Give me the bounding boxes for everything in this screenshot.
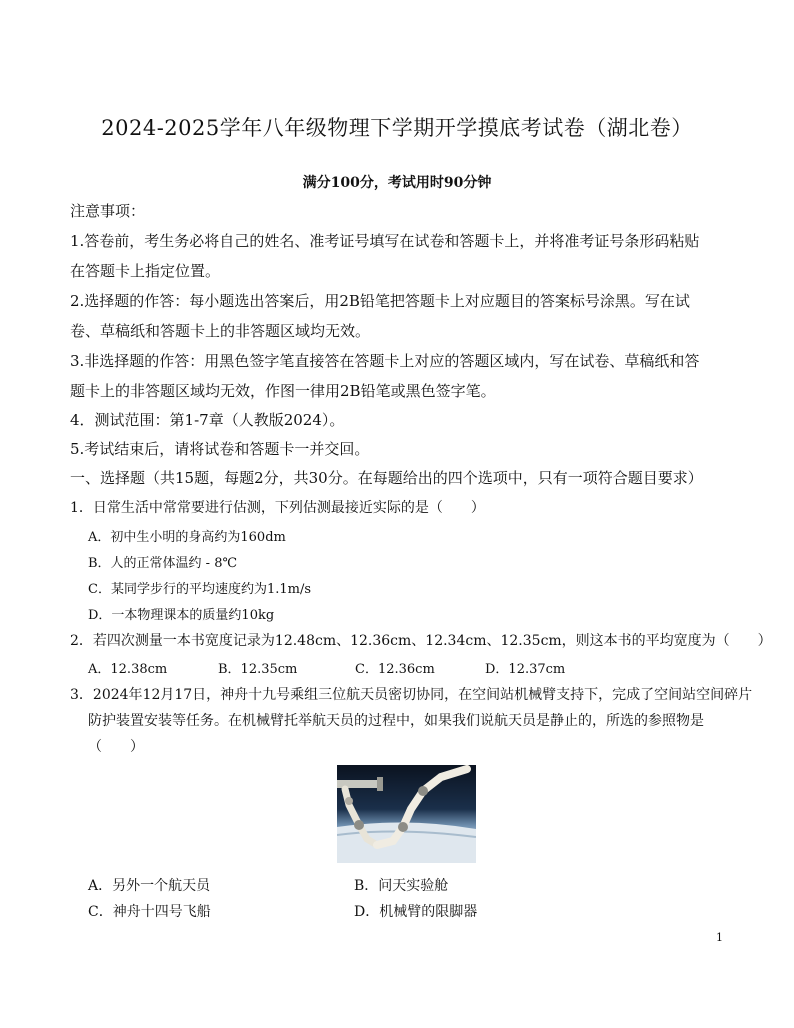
question-3-option-a: A．另外一个航天员 (88, 878, 211, 894)
question-3-stem-line-2: 防护装置安装等任务。在机械臂托举航天员的过程中，如果我们说航天员是静止的，所选的参照物是 (88, 713, 704, 729)
notice-item-1-line-1: 1.答卷前，考生务必将自己的姓名、准考证号填写在试卷和答题卡上，并将准考证号条形码粘贴 (70, 232, 700, 250)
question-2-option-b: B．12.35cm (218, 662, 298, 677)
question-3-option-b: B．问天实验舱 (354, 878, 449, 894)
notice-item-1-line-2: 在答题卡上指定位置。 (70, 262, 221, 280)
question-3-option-d: D．机械臂的限脚器 (354, 904, 478, 920)
question-2-option-c: C．12.36cm (355, 662, 435, 677)
question-1-option-c: C．某同学步行的平均速度约为1.1m/s (88, 582, 311, 597)
space-station-robotic-arm-image (337, 765, 476, 863)
question-1-option-a: A．初中生小明的身高约为160dm (88, 530, 286, 545)
question-3-option-c: C．神舟十四号飞船 (88, 904, 211, 920)
notice-item-5: 5.考试结束后，请将试卷和答题卡一并交回。 (70, 440, 370, 458)
section-heading-choice: 一、选择题（共15题，每题2分，共30分。在每题给出的四个选项中，只有一项符合题目要求） (70, 469, 703, 487)
notice-item-3-line-1: 3.非选择题的作答：用黑色签字笔直接答在答题卡上对应的答题区域内，写在试卷、草稿纸和答 (70, 352, 700, 370)
exam-title: 2024-2025学年八年级物理下学期开学摸底考试卷（湖北卷） (101, 116, 693, 140)
question-1-stem: 1．日常生活中常常要进行估测，下列估测最接近实际的是（ ） (70, 500, 485, 516)
robotic-arm-illustration (337, 765, 476, 863)
question-1-option-d: D．一本物理课本的质量约10kg (88, 608, 275, 623)
notice-item-4: 4．测试范围：第1-7章（人教版2024）。 (70, 411, 345, 429)
question-2-stem: 2．若四次测量一本书宽度记录为12.48cm、12.36cm、12.34cm、12.35cm，则这本书的平均宽度为（ ） (70, 633, 772, 649)
exam-subtitle: 满分100分，考试用时90分钟 (302, 175, 492, 191)
notice-item-2-line-2: 卷、草稿纸和答题卡上的非答题区域均无效。 (70, 322, 371, 340)
notice-item-3-line-2: 题卡上的非答题区域均无效，作图一律用2B铅笔或黑色签字笔。 (70, 382, 496, 400)
question-1-option-b: B．人的正常体温约 - 8℃ (88, 556, 238, 571)
notice-item-2-line-1: 2.选择题的作答：每小题选出答案后，用2B铅笔把答题卡上对应题目的答案标号涂黑。写在试 (70, 292, 690, 310)
notice-heading: 注意事项： (70, 202, 146, 220)
question-2-option-d: D．12.37cm (485, 662, 566, 677)
question-3-stem-line-1: 3．2024年12月17日，神舟十九号乘组三位航天员密切协同，在空间站机械臂支持下，完成了空间站空间碎片 (70, 687, 753, 703)
page-number: 1 (716, 931, 723, 944)
question-3-stem-line-3: （ ） (88, 739, 144, 755)
question-2-option-a: A．12.38cm (88, 662, 168, 677)
